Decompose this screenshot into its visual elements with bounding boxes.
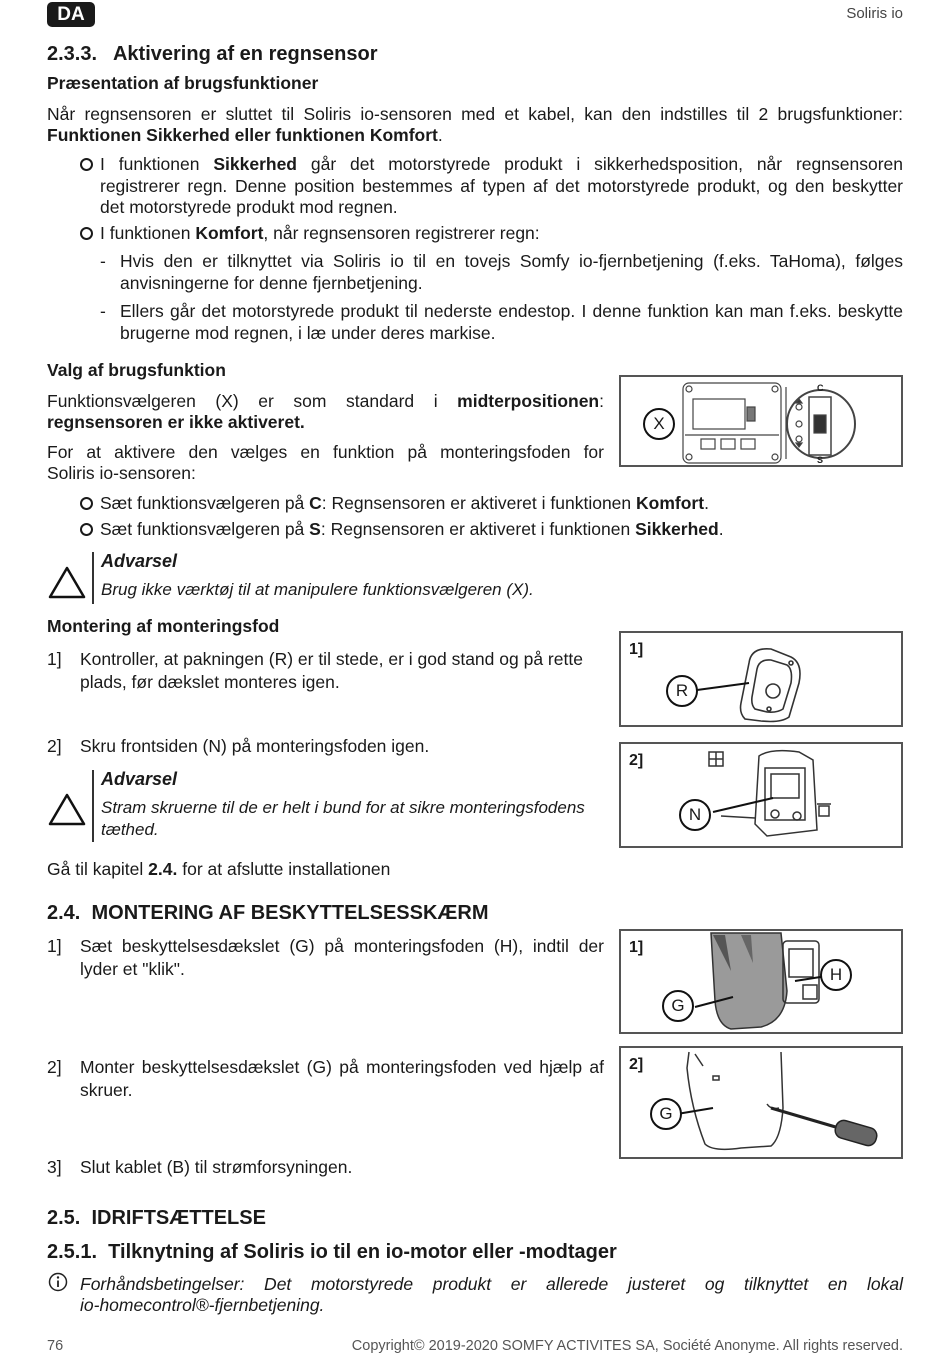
product-name: Soliris io <box>846 5 903 22</box>
step-1-line-1: Kontroller, at pakningen (R) er til stede, er i god stand og på rette <box>80 649 583 669</box>
info-icon <box>48 1272 68 1292</box>
section-heading-2-5-1: 2.5.1. Tilknytning af Soliris io til en io-motor eller -modtager <box>47 1241 617 1263</box>
subheading-montering: Montering af monteringsfod <box>47 616 280 636</box>
info-line-2: io-homecontrol®-fjernbetjening. <box>80 1295 325 1315</box>
figure-front-screw <box>619 742 903 848</box>
language-badge-label: DA <box>57 4 85 25</box>
dash-item-1-line-1: Hvis den er tilknyttet via Soliris io til en tovejs Somfy io-fjernbetjening (f.eks. TaHoma), følges <box>120 251 903 271</box>
bullet-komfort: I funktionen Komfort, når regnsensoren registrerer regn: <box>100 223 540 243</box>
figure-gasket <box>619 631 903 727</box>
valg-line-2: regnsensoren er ikke aktiveret. <box>47 412 305 432</box>
step-1-line-2: lyder et "klik". <box>80 959 185 979</box>
callout-r: R <box>666 675 698 707</box>
step-2-line-1: Monter beskyttelsesdækslet (G) på monteringsfoden ved hjælp af <box>80 1057 604 1077</box>
dash-marker: - <box>100 251 106 271</box>
page-number: 76 <box>47 1338 64 1354</box>
callout-g: G <box>650 1098 682 1130</box>
step-3-text: Slut kablet (B) til strømforsyningen. <box>80 1157 353 1177</box>
figure-function-selector <box>619 375 903 467</box>
language-badge <box>47 2 95 27</box>
subheading-valg: Valg af brugsfunktion <box>47 360 226 380</box>
step-number: 2] <box>47 736 62 756</box>
info-line-1: Forhåndsbetingelser: Det motorstyrede produkt er allerede justeret og tilknyttet en lokal <box>80 1274 903 1294</box>
callout-n: N <box>679 799 711 831</box>
selector-option-s: Sæt funktionsvælgeren på S: Regnsensoren er aktiveret i funktionen Sikkerhed. <box>100 519 724 539</box>
step-number: 1] <box>47 649 62 669</box>
figure-cover-mount <box>619 929 903 1034</box>
bullet-icon <box>80 227 93 240</box>
warning-bar <box>92 552 94 604</box>
intro-line-1: Når regnsensoren er sluttet til Soliris io-sensoren med et kabel, kan den indstilles til 2 brugsfunktioner: <box>47 104 903 124</box>
step-number: 1] <box>47 936 62 956</box>
valg-line-1: Funktionsvælgeren (X) er som standard i midterpositionen: <box>47 391 604 411</box>
step-2-line-2: skruer. <box>80 1080 133 1100</box>
callout-x: X <box>643 408 675 440</box>
warning-text-line-2: tæthed. <box>101 820 159 839</box>
intro-line-2: Funktionen Sikkerhed eller funktionen Komfort. <box>47 125 443 145</box>
bullet-sikkerhed-line-1: I funktionen Sikkerhed går det motorstyrede produkt i sikkerhedsposition, når regnsensoren <box>100 154 903 174</box>
figure-number: 1] <box>629 641 644 658</box>
selector-label-s: S <box>817 455 824 465</box>
callout-h: H <box>820 959 852 991</box>
selector-option-c: Sæt funktionsvælgeren på C: Regnsensoren er aktiveret i funktionen Komfort. <box>100 493 709 513</box>
selector-label-c: C <box>817 383 824 393</box>
valg-line-4: Soliris io-sensoren: <box>47 463 196 483</box>
section-heading-2-4: 2.4. MONTERING AF BESKYTTELSESSKÆRM <box>47 902 489 924</box>
figure-number: 1] <box>629 939 644 956</box>
step-1-line-2: plads, før dækslet monteres igen. <box>80 672 340 692</box>
warning-bar <box>92 770 94 842</box>
figure-number: 2] <box>629 752 644 769</box>
bullet-sikkerhed-line-2: registrerer regn. Denne position bestemmes af typen af det motorstyrede produkt, og den beskytter <box>100 176 903 196</box>
bullet-icon <box>80 497 93 510</box>
warning-icon <box>48 565 86 599</box>
warning-icon <box>48 792 86 826</box>
gasket-illustration <box>621 633 901 725</box>
figure-cover-screw <box>619 1046 903 1159</box>
section-heading-2-5: 2.5. IDRIFTSÆTTELSE <box>47 1207 266 1229</box>
warning-title: Advarsel <box>101 769 178 789</box>
callout-g: G <box>662 990 694 1022</box>
dash-item-1-line-2: anvisningerne for denne fjernbetjening. <box>120 273 423 293</box>
goto-chapter: Gå til kapitel 2.4. for at afslutte installationen <box>47 859 391 879</box>
section-heading-2-3-3: 2.3.3. Aktivering af en regnsensor <box>47 43 378 65</box>
dash-marker: - <box>100 301 106 321</box>
dash-item-2-line-1: Ellers går det motorstyrede produkt til nederste endestop. I denne funktion kan man f.eks. beskytte <box>120 301 903 321</box>
figure-number: 2] <box>629 1056 644 1073</box>
warning-text: Brug ikke værktøj til at manipulere funktionsvælgeren (X). <box>101 580 534 599</box>
dash-item-2-line-2: brugerne mod regnen, i læ under deres markise. <box>120 323 496 343</box>
step-2-text: Skru frontsiden (N) på monteringsfoden igen. <box>80 736 430 756</box>
bullet-icon <box>80 158 93 171</box>
bullet-icon <box>80 523 93 536</box>
cover-mount-illustration <box>621 931 901 1032</box>
warning-text-line-1: Stram skruerne til de er helt i bund for at sikre monteringsfodens <box>101 798 585 817</box>
step-number: 2] <box>47 1057 62 1077</box>
front-screw-illustration <box>621 744 901 846</box>
warning-title: Advarsel <box>101 551 178 571</box>
copyright: Copyright© 2019-2020 SOMFY ACTIVITES SA, Société Anonyme. All rights reserved. <box>351 1338 903 1354</box>
step-number: 3] <box>47 1157 62 1177</box>
valg-line-3: For at aktivere den vælges en funktion på monteringsfoden for <box>47 442 604 462</box>
subheading-presentation: Præsentation af brugsfunktioner <box>47 73 319 93</box>
step-1-line-1: Sæt beskyttelsesdækslet (G) på monteringsfoden (H), indtil der <box>80 936 604 956</box>
bullet-sikkerhed-line-3: det motorstyrede produkt mod regnen. <box>100 197 398 217</box>
